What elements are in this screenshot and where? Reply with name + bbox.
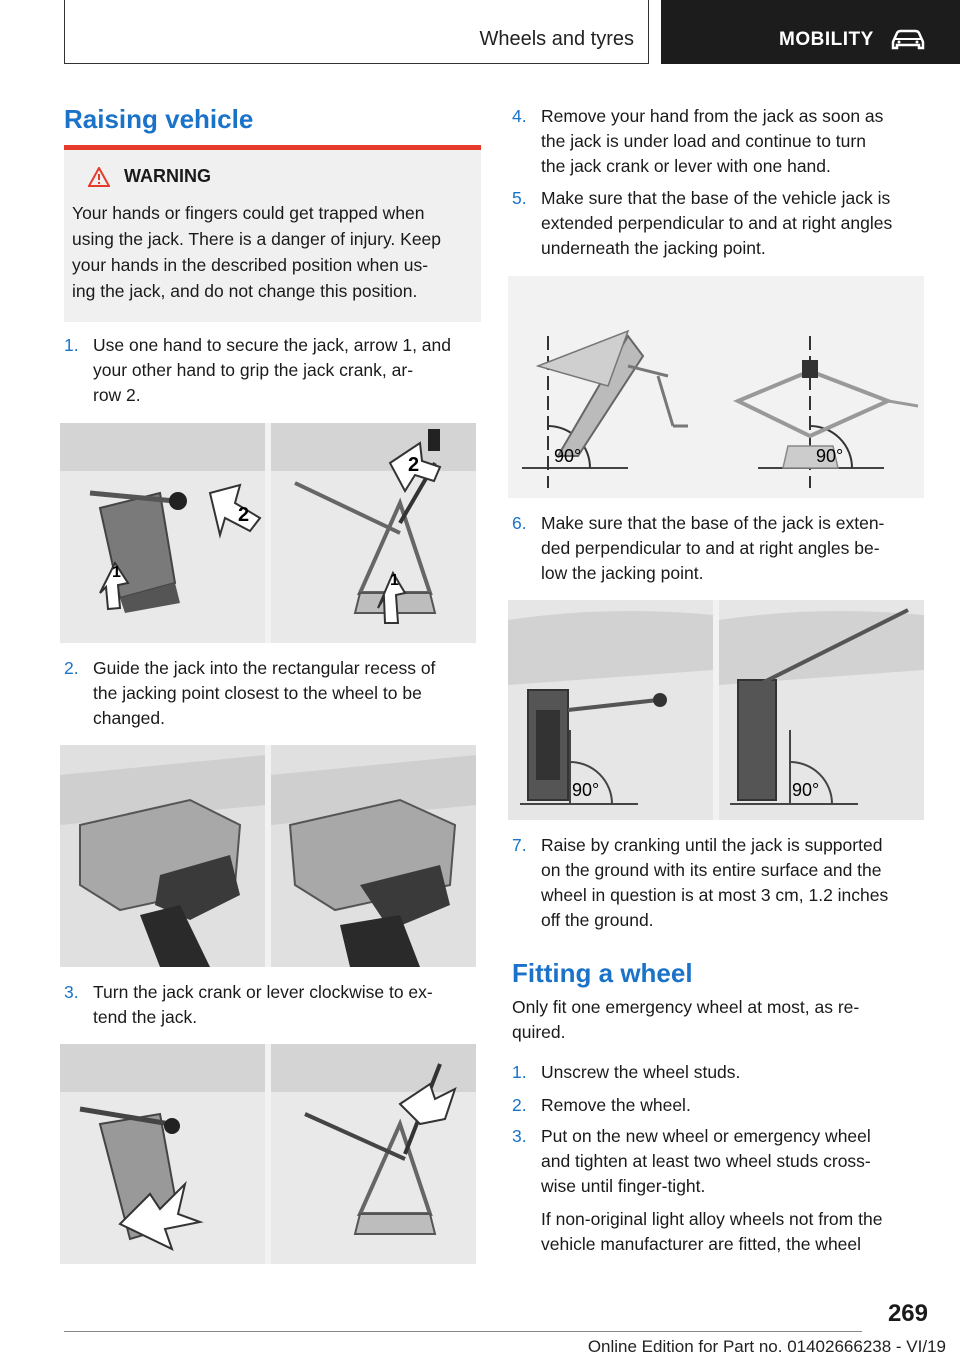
figure-right-angle-diagram (508, 276, 924, 498)
warning-title: WARNING (88, 166, 211, 187)
header-chapter-title: MOBILITY (779, 29, 874, 50)
angle-label-5a: 90° (572, 780, 600, 800)
footer-rule (64, 1331, 862, 1332)
arrow-label-1b: 1 (390, 572, 399, 589)
warning-box (64, 150, 481, 322)
figure-jack-grip (60, 423, 476, 643)
figure-jacking-recess (60, 745, 476, 967)
arrow-label-2: 2 (238, 504, 250, 526)
heading-raising-vehicle: Raising vehicle (64, 104, 254, 134)
warning-triangle-icon (88, 167, 110, 187)
warning-text: Your hands or fingers could get trapped when using the jack. There is a danger of injury. Keep your hands in the described position when us‐ ing the jack, and do not change this position. (72, 203, 442, 301)
footer-edition: Online Edition for Part no. 01402666238 - VI/19 (587, 1337, 946, 1356)
heading-fitting-wheel: Fitting a wheel (512, 958, 693, 988)
header-section-title: Wheels and tyres (479, 28, 634, 50)
fitting-intro: Only fit one emergency wheel at most, as re‐ quired. (512, 997, 860, 1042)
header-chapter-box (661, 0, 960, 64)
arrow-label-1: 1 (112, 564, 121, 581)
fit-step-3-note: If non-original light alloy wheels not from the vehicle manufacturer are fitted, the wheel (541, 1209, 883, 1254)
angle-label-left: 90° (554, 446, 582, 466)
angle-label-right: 90° (816, 446, 844, 466)
arrow-label-2b: 2 (408, 454, 420, 476)
page-number: 269 (887, 1300, 928, 1327)
figure-turn-crank (60, 1044, 476, 1264)
figure-jack-perpendicular (508, 600, 924, 820)
header-section-box (64, 0, 649, 64)
car-icon (889, 28, 927, 52)
angle-label-5b: 90° (792, 780, 820, 800)
